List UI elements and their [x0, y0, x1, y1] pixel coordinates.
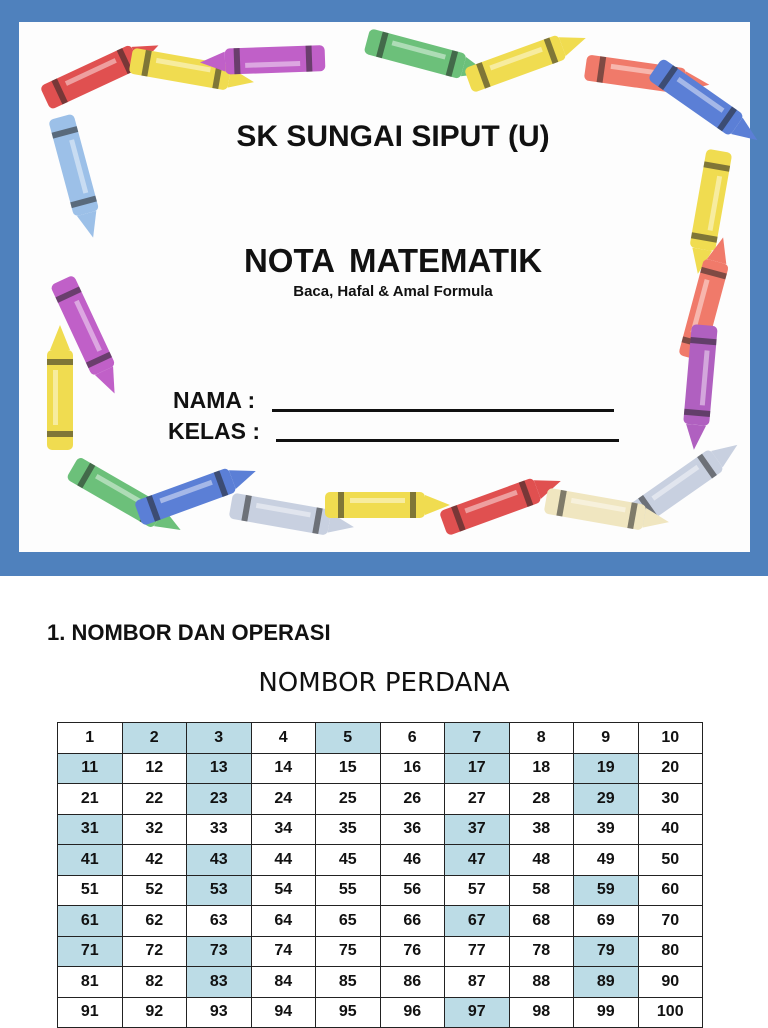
number-cell: 16 [380, 753, 445, 784]
prime-number-cell: 71 [58, 936, 123, 967]
document-title: NOTA MATEMATIK [243, 242, 543, 279]
table-row [58, 845, 703, 876]
prime-number-cell: 79 [574, 936, 639, 967]
number-cell: 65 [316, 906, 381, 937]
prime-number-cell: 31 [58, 814, 123, 845]
number-cell: 24 [251, 784, 316, 815]
prime-number-cell: 97 [445, 997, 510, 1028]
number-cell: 64 [251, 906, 316, 937]
number-cell: 10 [638, 723, 703, 754]
prime-number-cell: 7 [445, 723, 510, 754]
number-cell: 33 [187, 814, 252, 845]
number-cell: 95 [316, 997, 381, 1028]
table-row [58, 723, 703, 754]
prime-number-cell: 61 [58, 906, 123, 937]
prime-number-cell: 59 [574, 875, 639, 906]
prime-number-cell: 23 [187, 784, 252, 815]
table-row [58, 814, 703, 845]
number-cell: 39 [574, 814, 639, 845]
prime-number-cell: 2 [122, 723, 187, 754]
prime-number-cell: 73 [187, 936, 252, 967]
number-cell: 44 [251, 845, 316, 876]
prime-number-cell: 11 [58, 753, 123, 784]
number-cell: 20 [638, 753, 703, 784]
number-cell: 1 [58, 723, 123, 754]
number-cell: 77 [445, 936, 510, 967]
prime-number-cell: 13 [187, 753, 252, 784]
name-label: NAMA : [173, 387, 256, 413]
name-blank-line [272, 409, 614, 412]
number-cell: 93 [187, 997, 252, 1028]
number-cell: 18 [509, 753, 574, 784]
prime-number-cell: 37 [445, 814, 510, 845]
number-cell: 42 [122, 845, 187, 876]
number-cell: 98 [509, 997, 574, 1028]
document-subtitle: Baca, Hafal & Amal Formula [293, 283, 493, 300]
prime-number-cell: 41 [58, 845, 123, 876]
number-cell: 27 [445, 784, 510, 815]
number-cell: 80 [638, 936, 703, 967]
number-cell: 63 [187, 906, 252, 937]
table-row [58, 784, 703, 815]
number-cell: 21 [58, 784, 123, 815]
prime-number-cell: 53 [187, 875, 252, 906]
number-cell: 85 [316, 967, 381, 998]
number-cell: 92 [122, 997, 187, 1028]
number-cell: 100 [638, 997, 703, 1028]
number-cell: 14 [251, 753, 316, 784]
number-cell: 35 [316, 814, 381, 845]
number-cell: 62 [122, 906, 187, 937]
number-cell: 99 [574, 997, 639, 1028]
number-cell: 12 [122, 753, 187, 784]
number-cell: 25 [316, 784, 381, 815]
number-cell: 51 [58, 875, 123, 906]
school-name: SK SUNGAI SIPUT (U) [236, 120, 550, 153]
number-cell: 75 [316, 936, 381, 967]
number-cell: 94 [251, 997, 316, 1028]
number-cell: 50 [638, 845, 703, 876]
number-cell: 45 [316, 845, 381, 876]
number-cell: 55 [316, 875, 381, 906]
number-cell: 90 [638, 967, 703, 998]
table-row [58, 997, 703, 1028]
number-cell: 69 [574, 906, 639, 937]
class-field [168, 418, 260, 445]
number-cell: 88 [509, 967, 574, 998]
number-cell: 56 [380, 875, 445, 906]
prime-number-cell: 5 [316, 723, 381, 754]
number-cell: 81 [58, 967, 123, 998]
number-cell: 48 [509, 845, 574, 876]
number-cell: 91 [58, 997, 123, 1028]
table-title: NOMBOR PERDANA [258, 668, 510, 698]
prime-number-cell: 19 [574, 753, 639, 784]
section-heading: 1. NOMBOR DAN OPERASI [47, 620, 331, 645]
number-cell: 78 [509, 936, 574, 967]
number-cell: 86 [380, 967, 445, 998]
number-cell: 96 [380, 997, 445, 1028]
number-cell: 30 [638, 784, 703, 815]
number-cell: 84 [251, 967, 316, 998]
number-cell: 15 [316, 753, 381, 784]
prime-table-body [58, 723, 703, 1028]
number-cell: 9 [574, 723, 639, 754]
number-cell: 58 [509, 875, 574, 906]
number-cell: 74 [251, 936, 316, 967]
table-row [58, 936, 703, 967]
number-cell: 40 [638, 814, 703, 845]
number-cell: 46 [380, 845, 445, 876]
number-cell: 6 [380, 723, 445, 754]
table-row [58, 753, 703, 784]
number-cell: 8 [509, 723, 574, 754]
table-row [58, 906, 703, 937]
name-field [173, 387, 255, 414]
number-cell: 4 [251, 723, 316, 754]
number-cell: 68 [509, 906, 574, 937]
table-row [58, 967, 703, 998]
number-cell: 66 [380, 906, 445, 937]
prime-number-cell: 83 [187, 967, 252, 998]
number-cell: 49 [574, 845, 639, 876]
table-row [58, 875, 703, 906]
number-cell: 52 [122, 875, 187, 906]
prime-number-cell: 67 [445, 906, 510, 937]
prime-number-cell: 29 [574, 784, 639, 815]
number-cell: 87 [445, 967, 510, 998]
class-blank-line [276, 439, 619, 442]
number-cell: 26 [380, 784, 445, 815]
number-cell: 76 [380, 936, 445, 967]
number-cell: 82 [122, 967, 187, 998]
number-cell: 60 [638, 875, 703, 906]
number-cell: 38 [509, 814, 574, 845]
prime-number-cell: 89 [574, 967, 639, 998]
number-cell: 72 [122, 936, 187, 967]
number-cell: 34 [251, 814, 316, 845]
prime-number-cell: 43 [187, 845, 252, 876]
number-cell: 32 [122, 814, 187, 845]
prime-number-cell: 47 [445, 845, 510, 876]
prime-number-table [57, 722, 703, 1028]
number-cell: 54 [251, 875, 316, 906]
prime-number-cell: 3 [187, 723, 252, 754]
class-label: KELAS : [168, 418, 260, 444]
prime-number-cell: 17 [445, 753, 510, 784]
number-cell: 57 [445, 875, 510, 906]
number-cell: 22 [122, 784, 187, 815]
number-cell: 36 [380, 814, 445, 845]
number-cell: 70 [638, 906, 703, 937]
number-cell: 28 [509, 784, 574, 815]
